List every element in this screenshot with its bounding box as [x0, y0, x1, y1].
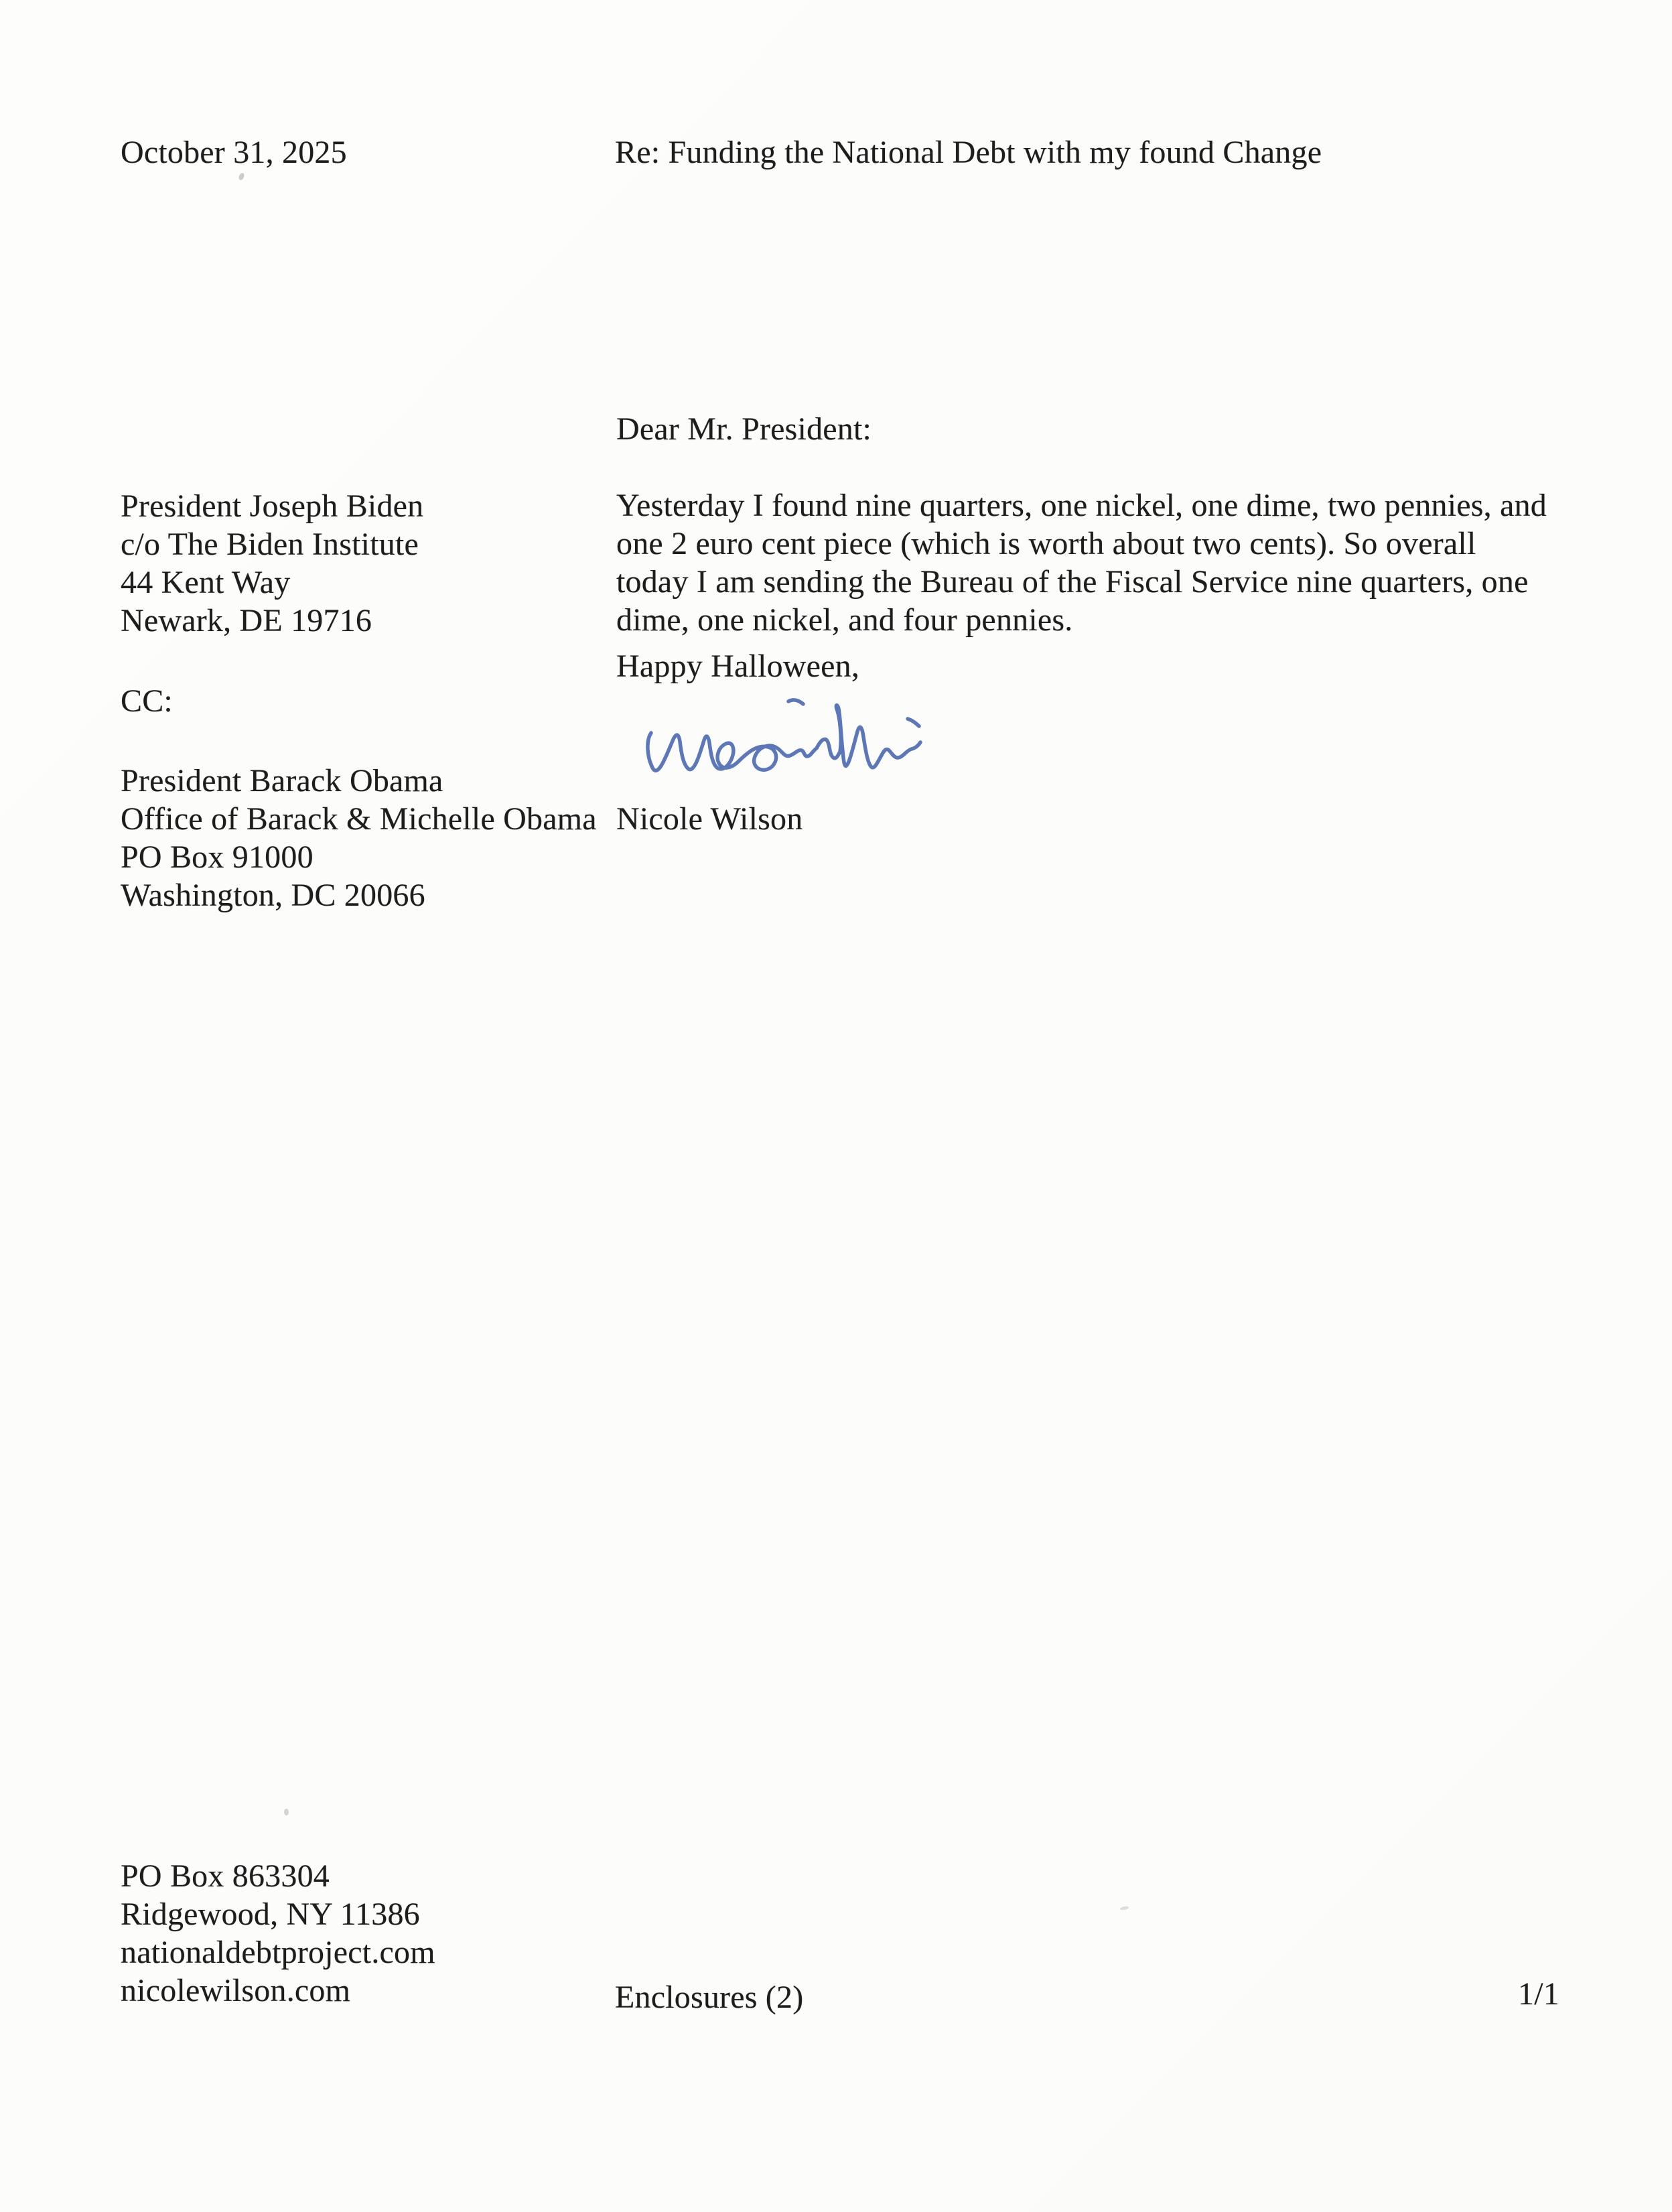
body-paragraph: Yesterday I found nine quarters, one nickel, one dime, two pennies, and one 2 euro cent piece (which is worth about two cents). So overall today I am sending the Bureau of the Fiscal Service nine quarters, one dime, one nickel, and four pennies. — [616, 488, 1547, 638]
letter-date: October 31, 2025 — [121, 135, 347, 170]
sender-line: Ridgewood, NY 11386 — [121, 1896, 420, 1932]
cc-line: Washington, DC 20066 — [121, 878, 425, 913]
cc-label: CC: — [121, 683, 173, 719]
recipient-line: President Joseph Biden — [121, 488, 424, 524]
cc-line: PO Box 91000 — [121, 839, 314, 875]
letter-subject-line: Re: Funding the National Debt with my found Change — [615, 135, 1322, 170]
page-number: 1/1 — [1518, 1976, 1559, 2012]
enclosures-note: Enclosures (2) — [615, 1980, 804, 2015]
recipient-line: 44 Kent Way — [121, 565, 291, 600]
scan-speck — [238, 172, 245, 181]
cc-line: Office of Barack & Michelle Obama — [121, 801, 597, 837]
signed-name: Nicole Wilson — [616, 801, 803, 837]
sender-line: nicolewilson.com — [121, 1973, 351, 2008]
handwritten-signature — [642, 691, 923, 799]
sender-line: nationaldebtproject.com — [121, 1935, 435, 1970]
closing-line: Happy Halloween, — [616, 648, 860, 684]
signature-ink-strokes — [648, 700, 920, 770]
recipient-address-block — [121, 487, 423, 640]
sender-address-block — [121, 1857, 435, 2010]
sender-line: PO Box 863304 — [121, 1858, 330, 1894]
recipient-line: Newark, DE 19716 — [121, 603, 372, 638]
recipient-line: c/o The Biden Institute — [121, 527, 419, 562]
scan-speck — [283, 1808, 289, 1815]
scan-speck — [1120, 1906, 1129, 1911]
salutation: Dear Mr. President: — [616, 411, 872, 447]
cc-line: President Barack Obama — [121, 763, 443, 799]
cc-address-block — [121, 762, 597, 914]
